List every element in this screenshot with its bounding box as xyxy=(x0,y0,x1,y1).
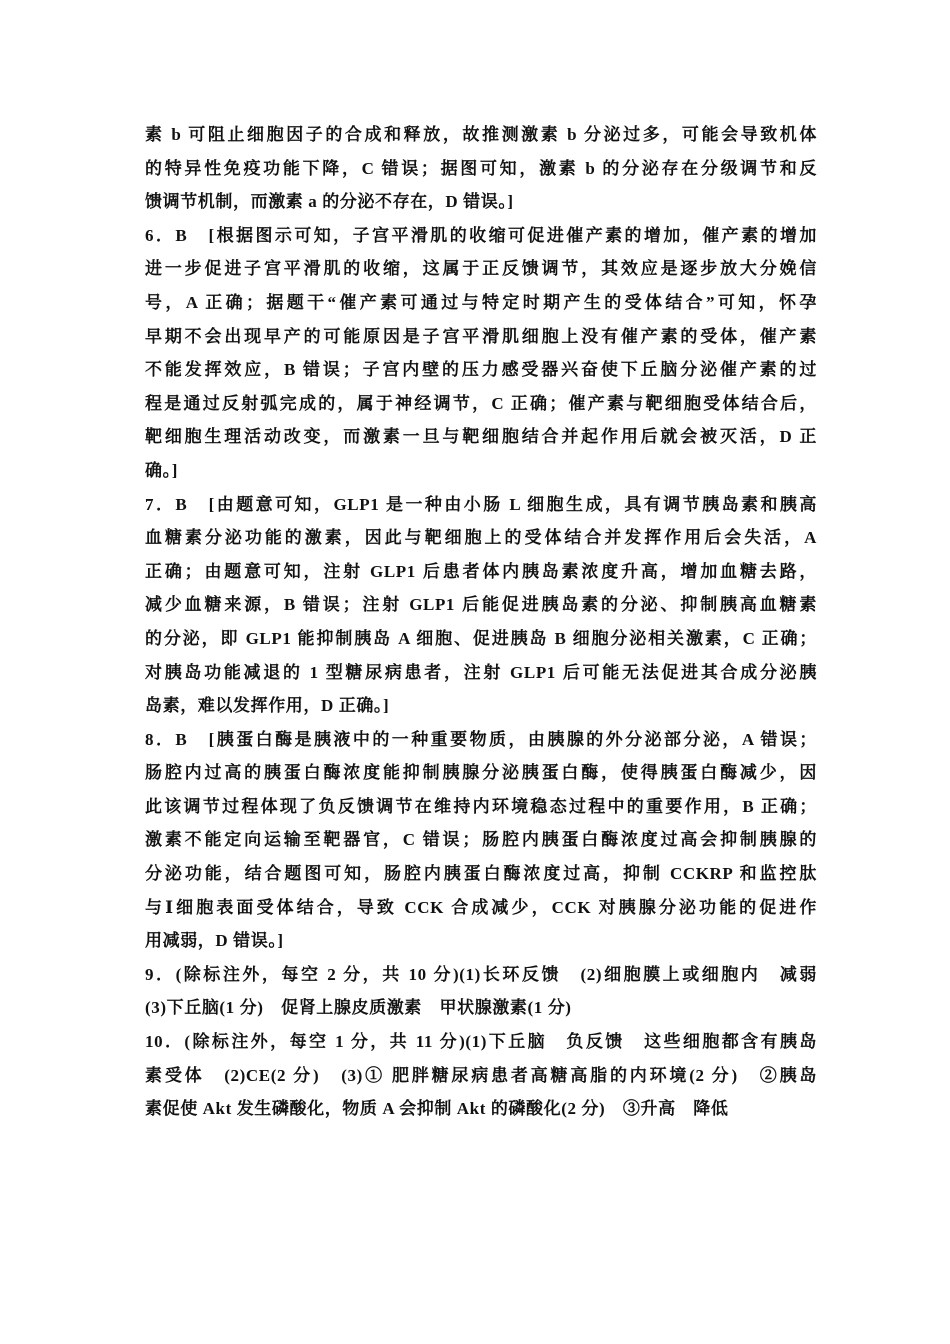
text-line: 岛素，难以发挥作用，D 正确。] xyxy=(145,696,390,716)
text-line: 素受体 (2)CE(2 分) (3)① 肥胖糖尿病患者高糖高脂的内环境(2 分) ②胰岛 xyxy=(145,1065,817,1085)
text-line: 10．(除标注外，每空 1 分，共 11 分)(1)下丘脑 负反馈 这些细胞都含有胰岛 xyxy=(145,1032,817,1052)
text-line: 此该调节过程体现了负反馈调节在维持内环境稳态过程中的重要作用，B 正确； xyxy=(145,796,817,816)
text-line: 血糖素分泌功能的激素，因此与靶细胞上的受体结合并发挥作用后会失活，A xyxy=(145,528,817,548)
text-line: 激素不能定向运输至靶器官，C 错误；肠腔内胰蛋白酶浓度过高会抑制胰腺的 xyxy=(145,830,817,850)
text-line: 分泌功能，结合题图可知，肠腔内胰蛋白酶浓度过高，抑制 CCKRP 和监控肽 xyxy=(145,864,817,884)
text-line: 的特异性免疫功能下降，C 错误；据图可知，激素 b 的分泌存在分级调节和反 xyxy=(145,158,817,178)
text-line: 8．B [胰蛋白酶是胰液中的一种重要物质，由胰腺的外分泌部分泌，A 错误； xyxy=(145,729,817,749)
text-line: 减少血糖来源，B 错误；注射 GLP1 后能促进胰岛素的分泌、抑制胰高血糖素 xyxy=(145,595,817,615)
text-line: 用减弱，D 错误。] xyxy=(145,931,284,951)
text-line: 与Ⅰ细胞表面受体结合，导致 CCK 合成减少，CCK 对胰腺分泌功能的促进作 xyxy=(145,897,817,917)
answer-text-block xyxy=(145,118,817,1126)
text-line: 靶细胞生理活动改变，而激素一旦与靶细胞结合并起作用后就会被灭活，D 正 xyxy=(145,427,817,447)
text-line: 程是通过反射弧完成的，属于神经调节，C 正确；催产素与靶细胞受体结合后， xyxy=(145,393,817,413)
text-line: 的分泌，即 GLP1 能抑制胰岛 A 细胞、促进胰岛 B 细胞分泌相关激素，C 正确； xyxy=(145,628,817,648)
text-line: 素促使 Akt 发生磷酸化，物质 A 会抑制 Akt 的磷酸化(2 分) ③升高 降低 xyxy=(145,1099,729,1119)
text-line: 7．B [由题意可知，GLP1 是一种由小肠 L 细胞生成，具有调节胰岛素和胰高 xyxy=(145,494,817,514)
text-line: 6．B [根据图示可知，子宫平滑肌的收缩可促进催产素的增加，催产素的增加 xyxy=(145,225,817,245)
text-line: 9．(除标注外，每空 2 分，共 10 分)(1)长环反馈 (2)细胞膜上或细胞内 减弱 xyxy=(145,964,817,984)
text-line: 素 b 可阻止细胞因子的合成和释放，故推测激素 b 分泌过多，可能会导致机体 xyxy=(145,125,817,144)
text-line: 正确；由题意可知，注射 GLP1 后患者体内胰岛素浓度升高，增加血糖去路， xyxy=(145,561,817,581)
text-line: 进一步促进子宫平滑肌的收缩，这属于正反馈调节，其效应是逐步放大分娩信 xyxy=(145,259,817,279)
text-line: 对胰岛功能减退的 1 型糖尿病患者，注射 GLP1 后可能无法促进其合成分泌胰 xyxy=(145,662,817,682)
text-line: 不能发挥效应，B 错误；子宫内壁的压力感受器兴奋使下丘脑分泌催产素的过 xyxy=(145,360,817,380)
text-line: 号，A 正确；据题干“催产素可通过与特定时期产生的受体结合”可知，怀孕 xyxy=(145,292,817,312)
text-line: (3)下丘脑(1 分) 促肾上腺皮质激素 甲状腺激素(1 分) xyxy=(145,998,572,1018)
text-line: 肠腔内过高的胰蛋白酶浓度能抑制胰腺分泌胰蛋白酶，使得胰蛋白酶减少，因 xyxy=(145,763,817,783)
text-line: 确。] xyxy=(145,460,178,480)
text-line: 馈调节机制，而激素 a 的分泌不存在，D 错误。] xyxy=(145,192,514,212)
text-line: 早期不会出现早产的可能原因是子宫平滑肌细胞上没有催产素的受体，催产素 xyxy=(145,326,817,346)
